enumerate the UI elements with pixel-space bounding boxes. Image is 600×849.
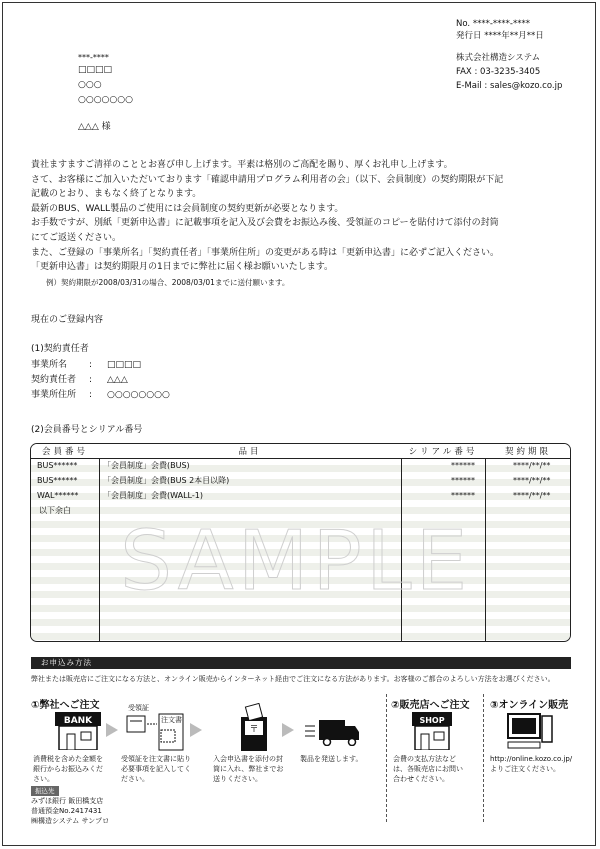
bank-line: 普通預金No.2417431 (31, 807, 102, 815)
header-item: 品目 (238, 447, 262, 457)
remainder-note: 以下余白 (39, 506, 71, 515)
table-row: WAL****** 「会員制度」会費(WALL-1) ****** ****/**/** (37, 491, 551, 500)
shop-order-title: ②販売店へご注文 (391, 700, 470, 711)
header-member-no: 会員番号 (41, 447, 88, 457)
bank-line: ㈱構造システム サンプロ (31, 817, 110, 825)
online-order-title: ③オンライン販売 (490, 700, 569, 711)
document-number: No. ****-****-**** (456, 19, 530, 29)
direct-order-title: ①弊社へご注文 (31, 700, 100, 711)
shop-label: SHOP (419, 716, 445, 725)
fax-number: FAX : 03-3235-3405 (456, 67, 541, 77)
contract-row: 事業所名 : □□□□ (31, 360, 142, 370)
arrow-right-icon (282, 723, 294, 737)
company-name: 株式会社構造システム (456, 53, 541, 63)
contract-details (31, 358, 170, 403)
registration-title: 現在のご登録内容 (31, 315, 104, 325)
contract-section-title: (1)契約責任者 (31, 344, 89, 354)
table-row: BUS****** 「会員制度」会費(BUS) ****** ****/**/** (37, 461, 551, 470)
arrow-right-icon (190, 723, 202, 737)
order-form-label: 注文書 (161, 716, 182, 724)
table-header (31, 444, 570, 459)
order-method-bar: お申込み方法 (31, 657, 571, 669)
body-line: さて、お客様にご加入いただいております「確認申請用プログラム利用者の会」（以下、会員制度）の契約期限が下記 (31, 174, 504, 185)
body-line: 記載のとおり、まもなく終了となります。 (31, 189, 202, 200)
table-row: BUS****** 「会員制度」会費(BUS 2本目以降) ****** ****/**/** (37, 476, 551, 485)
step2-description: 受領証を注文書に貼り 必要事項を記入してく ださい。 (121, 755, 191, 783)
svg-text:〒: 〒 (249, 725, 259, 735)
shop-description: 会費の支払方法など は、各販売店にお問い 合わせください。 (393, 755, 463, 783)
body-line: また、ご登録の「事業所名」「契約責任者」「事業所住所」の変更がある時は「更新申込書」に必ずご記入ください。 (31, 247, 500, 258)
example-note: 例）契約期限が2008/03/31の場合、2008/03/01までに送付願います。 (46, 278, 290, 287)
address-line-1: □□□□ (78, 65, 113, 75)
sender-block (456, 18, 562, 92)
recipient-name: △△△ 様 (78, 122, 111, 132)
address-line-2: ○○○ (78, 80, 102, 90)
postal-code: ***-**** (78, 53, 109, 62)
body-line: 「更新申込書」は契約期限月の1日までに弊社に届く様お願いいたします。 (31, 262, 334, 273)
bank-label: BANK (63, 716, 93, 726)
address-line-3: ○○○○○○○ (78, 95, 133, 105)
serial-section-title: (2)会員番号とシリアル番号 (31, 425, 143, 435)
issue-date: 発行日 ****年**月**日 (456, 31, 544, 41)
bank-transfer-info (31, 786, 109, 826)
email-address: E-Mail : sales@kozo.co.jp (456, 81, 563, 91)
body-line: にてご返送ください。 (31, 232, 122, 243)
shop-icon (412, 712, 452, 750)
contract-row: 事業所住所 : ○○○○○○○○ (31, 390, 170, 400)
receipt-label: 受領証 (128, 704, 149, 712)
divider (386, 694, 387, 822)
step4-description: 製品を発送します。 (300, 755, 363, 763)
step3-description: 入会申込書を添付の封 筒に入れ、弊社までお 送りください。 (213, 755, 284, 783)
header-expiry: 契約期限 (504, 447, 551, 457)
body-line: 貴社ますますご清祥のこととお喜び申し上げます。平素は格別のご高配を賜り、厚くお礼申し上げます。 (31, 160, 453, 170)
body-line: 最新のBUS、WALL製品のご使用には会員制度の契約更新が必要となります。 (31, 203, 344, 214)
sample-watermark: SAMPLE (120, 514, 472, 609)
body-line: お手数ですが、別紙「更新申込書」に記載事項を記入及び会費をお振込み後、受領証のコピーを貼付けて添付の封筒 (31, 218, 499, 229)
transfer-label: 振込先 (31, 786, 59, 796)
delivery-truck-icon (305, 718, 361, 746)
online-description: http://online.kozo.co.jp/ よりご注文ください。 (490, 755, 573, 773)
header-serial: シリアル番号 (408, 447, 478, 457)
contract-row: 契約責任者 : △△△ (31, 375, 128, 385)
postbox-icon (237, 703, 271, 751)
arrow-right-icon (106, 723, 118, 737)
online-url-link[interactable]: http://online.kozo.co.jp/ (490, 755, 573, 763)
divider (483, 694, 484, 822)
order-method-note: 弊社または販売店にご注文になる方法と、オンライン販売からインターネット経由でご注文になる方法があります。お客様のご都合のよろしい方法をお選びください。 (31, 675, 555, 683)
letter-body (31, 158, 576, 275)
bank-icon (55, 712, 101, 750)
computer-icon (506, 712, 554, 752)
recipient-address (78, 52, 133, 135)
step1-description: 消費税を含めた金額を 銀行からお振込みくだ さい。 (33, 755, 103, 783)
bank-line: みずほ銀行 飯田橋支店 (31, 797, 104, 805)
